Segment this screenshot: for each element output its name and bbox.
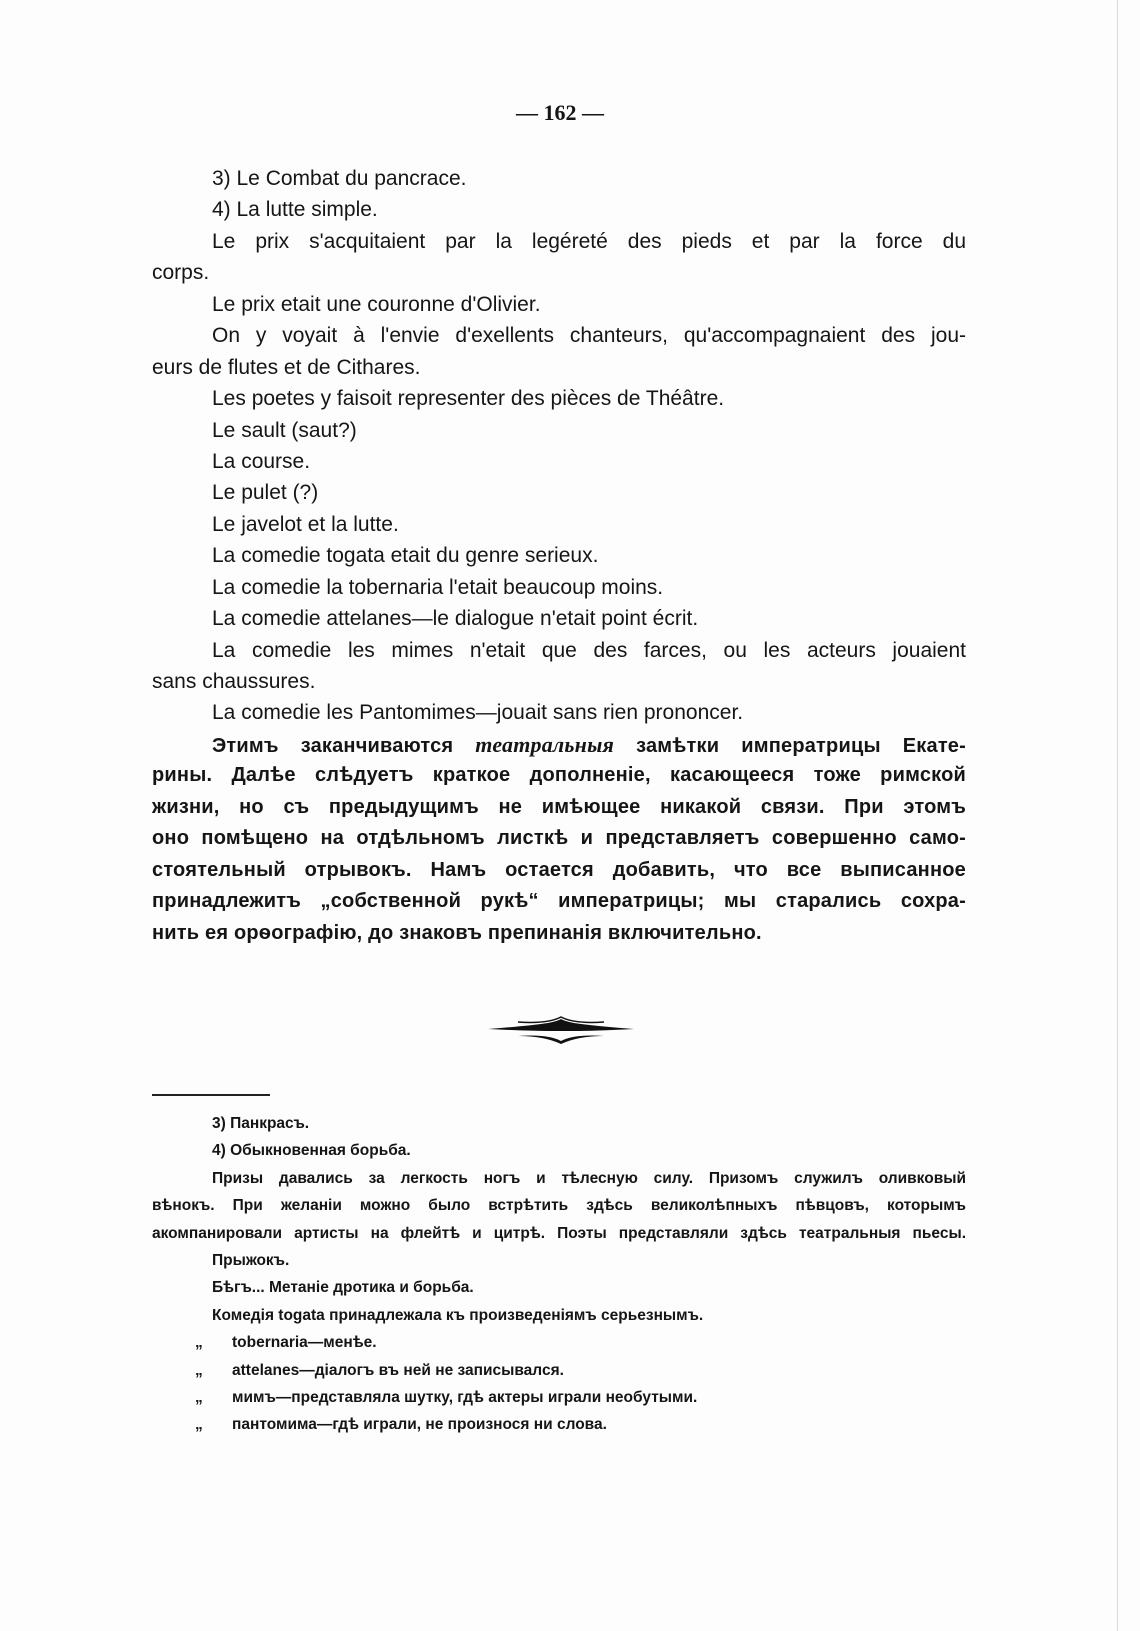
footnote-line: 3) Панкрасъ. [212, 1115, 310, 1132]
text-line: Le pulet (?) [212, 481, 319, 505]
text-line: La comedie les Pantomimes—jouait sans rien prononcer. [212, 701, 744, 725]
text-line: нить ея орѳографію, до знаковъ препинанія включительно. [152, 921, 762, 944]
text-line: оно помѣщено на отдѣльномъ листкѣ и представляетъ совершенно само- [152, 827, 966, 850]
footnote-subline-text: пантомима—гдѣ играли, не произнося ни слова. [232, 1416, 607, 1434]
text-line: La comedie les mimes n'etait que des farces, ou les acteurs jouaient [212, 638, 966, 662]
text-line: Le sault (saut?) [212, 418, 357, 442]
text-line: принадлежитъ „собственной рукѣ“ императрицы; мы старались сохра- [152, 890, 966, 913]
footnote-line: Бѣгъ... Метаніе дротика и борьба. [212, 1279, 474, 1297]
text-line: corps. [152, 261, 210, 285]
text-line: 3) Le Combat du pancrace. [212, 167, 467, 190]
footnote-subline [152, 1357, 966, 1384]
footnotes [152, 1110, 966, 1439]
text-line: La comedie attelanes—le dialogue n'etait point écrit. [212, 607, 699, 631]
text-segment: Этимъ заканчиваются [212, 734, 476, 757]
footnote-line: Комедія togata принадлежала къ произведеніямъ серьезнымъ. [212, 1306, 704, 1324]
main-text [152, 163, 966, 949]
footnote-line: Призы давались за легкость ногъ и тѣлесную силу. Призомъ служилъ оливковый [212, 1169, 966, 1187]
text-line: La course. [212, 449, 311, 473]
text-segment: замѣтки императрицы Екате- [614, 734, 966, 757]
ditto-mark: „ [195, 1416, 203, 1434]
footnote-line: акомпанировали артисты на флейтѣ и цитрѣ. Поэты представляли здѣсь театральныя пьесы. [152, 1224, 966, 1242]
ornament-divider [488, 1014, 634, 1048]
footnote-subline-text: мимъ—представляла шутку, гдѣ актеры играли необутыми. [232, 1388, 698, 1406]
text-line: La comedie la tobernaria l'etait beaucoup moins. [212, 575, 664, 599]
text-line: On y voyait à l'envie d'exellents chanteurs, qu'accompagnaient des jou- [212, 324, 966, 348]
text-line: La comedie togata etait du genre serieux. [212, 544, 599, 568]
footnote-line: вѣнокъ. При желаніи можно было встрѣтить здѣсь великолѣпныхъ пѣвцовъ, которымъ [152, 1197, 966, 1215]
text-line: жизни, но съ предыдущимъ не имѣющее никакой связи. При этомъ [152, 795, 966, 818]
text-line: Le javelot et la lutte. [212, 512, 399, 536]
text-line: Le prix etait une couronne d'Olivier. [212, 292, 541, 316]
footnote-subline-text: tobernaria—менѣе. [232, 1334, 377, 1352]
text-line: eurs de flutes et de Cithares. [152, 355, 421, 379]
footnote-separator [152, 1094, 270, 1096]
footnote-subline [152, 1411, 966, 1438]
ditto-mark: „ [195, 1361, 203, 1379]
footnote-subline-text: attelanes—діалогъ въ ней не записывался. [232, 1361, 564, 1379]
text-line: рины. Далѣе слѣдуетъ краткое дополненіе, касающееся тоже римской [152, 764, 966, 787]
text-line: Le prix s'acquitaient par la legéreté des pieds et par la force du [212, 229, 966, 253]
russian-paragraph [152, 729, 966, 949]
ditto-mark: „ [195, 1388, 203, 1406]
italic-word: театральныя [475, 731, 615, 757]
text-line: sans chaussures. [152, 670, 316, 693]
french-notes [152, 163, 966, 729]
footnote-subline [152, 1329, 966, 1356]
text-line: 4) La lutte simple. [212, 198, 378, 222]
page-number: — 162 — [516, 100, 604, 125]
text-line: стоятельный отрывокъ. Намъ остается добавить, что все выписанное [152, 858, 966, 881]
footnote-line: 4) Обыкновенная борьба. [212, 1142, 411, 1160]
footnote-line: Прыжокъ. [212, 1251, 290, 1269]
ditto-mark: „ [195, 1334, 203, 1352]
text-line: Les poetes y faisoit representer des pièces de Théâtre. [212, 387, 725, 411]
footnote-subline [152, 1384, 966, 1411]
page-edge-line [1117, 0, 1118, 1631]
text-line [152, 729, 966, 760]
